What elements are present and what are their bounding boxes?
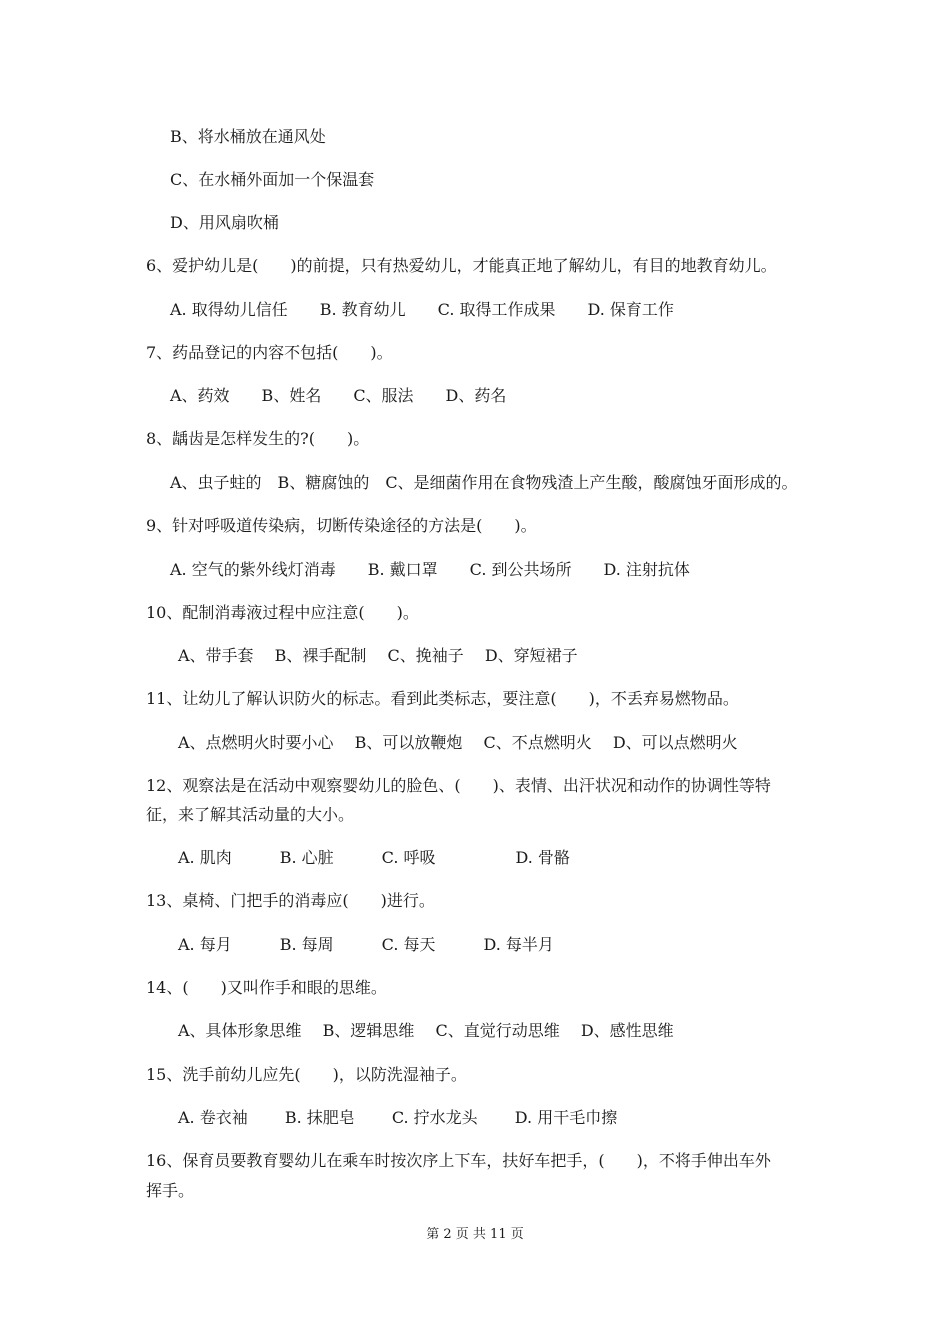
- question-12: 12、观察法是在活动中观察婴幼儿的脸色、( )、表情、出汗状况和动作的协调性等特: [146, 776, 771, 795]
- question-8-options: A、虫子蛀的 B、糖腐蚀的 C、是细菌作用在食物残渣上产生酸，酸腐蚀牙面形成的。: [170, 473, 798, 492]
- question-7: 7、药品登记的内容不包括( )。: [146, 343, 393, 362]
- question-13-options: A. 每月 B. 每周 C. 每天 D. 每半月: [178, 935, 554, 954]
- question-12-cont: 征，来了解其活动量的大小。: [146, 805, 355, 824]
- question-16-cont: 挥手。: [146, 1181, 195, 1200]
- question-8: 8、龋齿是怎样发生的?( )。: [146, 429, 370, 448]
- question-10: 10、配制消毒液过程中应注意( )。: [146, 603, 419, 622]
- question-9-options: A. 空气的紫外线灯消毒 B. 戴口罩 C. 到公共场所 D. 注射抗体: [170, 560, 690, 579]
- question-6: 6、爱护幼儿是( )的前提，只有热爱幼儿，才能真正地了解幼儿，有目的地教育幼儿。: [146, 256, 777, 275]
- question-15-options: A. 卷衣袖 B. 抹肥皂 C. 拧水龙头 D. 用干毛巾擦: [178, 1108, 618, 1127]
- page-footer: 第 2 页 共 11 页: [426, 1227, 524, 1242]
- option-5b: B、将水桶放在通风处: [170, 127, 326, 146]
- question-10-options: A、带手套 B、裸手配制 C、挽袖子 D、穿短裙子: [178, 646, 578, 665]
- question-11: 11、让幼儿了解认识防火的标志。看到此类标志，要注意( )，不丢弃易燃物品。: [146, 689, 739, 708]
- question-13: 13、桌椅、门把手的消毒应( )进行。: [146, 891, 435, 910]
- option-5c: C、在水桶外面加一个保温套: [170, 170, 375, 189]
- question-12-options: A. 肌肉 B. 心脏 C. 呼吸 D. 骨骼: [178, 848, 570, 867]
- question-16: 16、保育员要教育婴幼儿在乘车时按次序上下车，扶好车把手，( )，不将手伸出车外: [146, 1151, 771, 1170]
- question-11-options: A、点燃明火时要小心 B、可以放鞭炮 C、不点燃明火 D、可以点燃明火: [178, 733, 738, 752]
- option-5d: D、用风扇吹桶: [170, 213, 279, 232]
- question-9: 9、针对呼吸道传染病，切断传染途径的方法是( )。: [146, 516, 537, 535]
- question-14-options: A、具体形象思维 B、逻辑思维 C、直觉行动思维 D、感性思维: [178, 1021, 674, 1040]
- question-14: 14、( )又叫作手和眼的思维。: [146, 978, 387, 997]
- question-6-options: A. 取得幼儿信任 B. 教育幼儿 C. 取得工作成果 D. 保育工作: [170, 300, 674, 319]
- question-15: 15、洗手前幼儿应先( )，以防洗湿袖子。: [146, 1065, 467, 1084]
- question-7-options: A、药效 B、姓名 C、服法 D、药名: [170, 386, 507, 405]
